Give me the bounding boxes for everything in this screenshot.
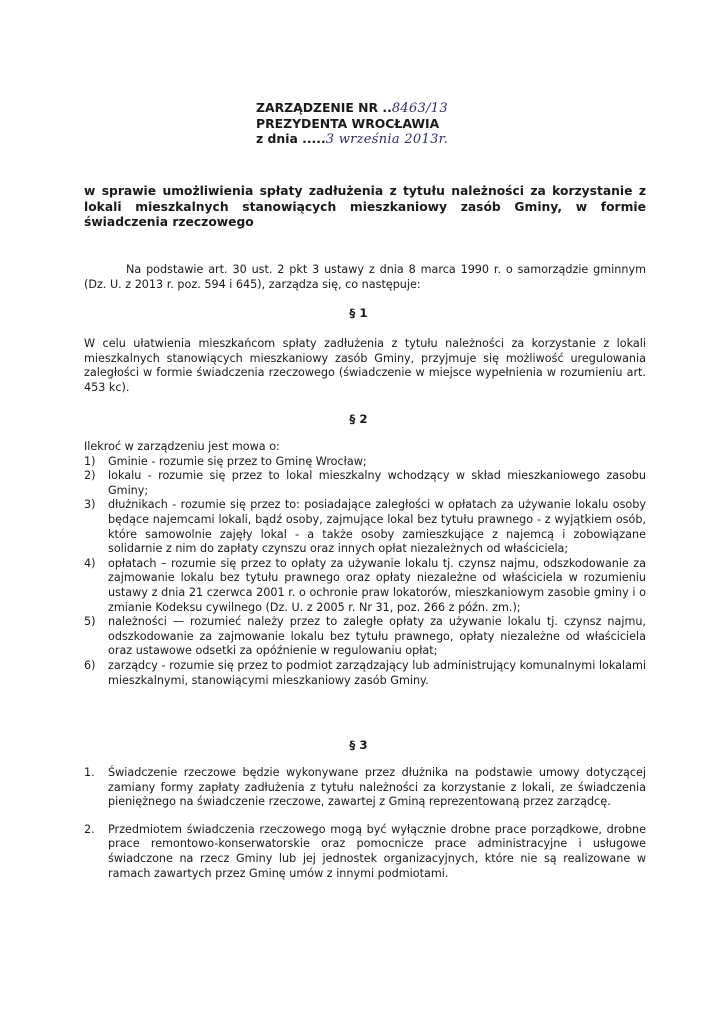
handwritten-date: 3 września 2013	[325, 132, 439, 147]
section-3-body	[84, 766, 646, 881]
definitions-list	[84, 455, 646, 689]
list-item	[84, 455, 646, 470]
header-line-ordinance-number	[256, 100, 556, 116]
list-item-text: Przedmiotem świadczenia rzeczowego mogą być wyłącznie drobne prace porządkowe, drobne prace remontowo-konserwatorskie oraz pomocnicze prace administracyjne i usługowe świadczone na rzecz Gminy lub jej jednostek organizacyjnych, które nie są realizowane w ramach zawartych przez Gminę umów z innymi podmiotami.	[108, 822, 646, 880]
header-line-date	[256, 131, 556, 147]
ordinance-label: ZARZĄDZENIE NR ..	[256, 100, 392, 115]
legal-basis-text: Na podstawie art. 30 ust. 2 pkt 3 ustawy z dnia 8 marca 1990 r. o samorządzie gminnym (Dz. U. z 2013 r. poz. 594 i 645), zarządza się, co następuje:	[84, 263, 646, 291]
section-2-lead: Ilekroć w zarządzeniu jest mowa o:	[84, 440, 280, 453]
document-header	[256, 100, 556, 147]
section-2-body	[84, 440, 646, 688]
list-item-number: 4)	[84, 556, 96, 570]
list-item-text: lokalu - rozumie się przez to lokal mieszkalny wchodzący w skład mieszkaniowego zasobu Gminy;	[108, 469, 646, 497]
list-item-text: należności — rozumieć należy przez to zaległe opłaty za używanie lokalu tj. czynsz najmu, odszkodowanie za zajmowanie lokalu bez tytułu prawnego, opłaty niezależne od właściciela oraz ustawowe odsetki za opóźnienie w regulowaniu opłat;	[108, 615, 646, 658]
list-item	[84, 557, 646, 615]
list-item-number: 2)	[84, 469, 96, 483]
list-item	[84, 823, 646, 881]
list-item	[84, 469, 646, 498]
date-label: z dnia .....	[256, 131, 326, 146]
section-3-list	[84, 766, 646, 881]
list-item	[84, 615, 646, 659]
list-item-text: zarządcy - rozumie się przez to podmiot zarządzający lub administrujący komunalnymi lokalami mieszkalnymi, stanowiącymi mieszkaniowy zasób Gminy.	[108, 658, 646, 687]
list-item-number: 5)	[84, 615, 96, 629]
list-item-text: Gminie - rozumie się przez to Gminę Wrocław;	[108, 454, 367, 468]
document-subject: w sprawie umożliwienia spłaty zadłużenia z tytułu należności za korzystanie z lokali mieszkalnych stanowiących mieszkaniowy zasób Gminy, w formie świadczenia rzeczowego	[84, 184, 646, 230]
list-item	[84, 498, 646, 556]
date-suffix: r.	[438, 132, 449, 147]
list-item-text: dłużnikach - rozumie się przez to: posiadające zaległości w opłatach za używanie lokalu osoby będące najemcami lokali, bądź osoby, zajmujące lokal bez tytułu prawnego - z wyjątkiem osób, które samowolnie zajęły lokal - a także osoby zamieszkujące z najemcą i zobowiązane solidarnie z nim do zapłaty czynszu oraz innych opłat niezależnych od właściciela;	[108, 498, 646, 556]
legal-basis	[84, 263, 646, 292]
section-2-title: § 2	[349, 412, 368, 426]
list-item	[84, 766, 646, 810]
list-item-number: 6)	[84, 658, 96, 672]
list-item-number: 2.	[84, 822, 95, 836]
list-item	[84, 659, 646, 688]
list-item-text: opłatach – rozumie się przez to opłaty za używanie lokalu tj. czynsz najmu, odszkodowanie za zajmowanie lokalu bez tytułu prawnego oraz opłaty niezależne od właściciela w rozumieniu ustawy z dnia 21 czerwca 2001 r. o ochronie praw lokatorów, mieszkaniowym zasobie gminy i o zmianie Kodeksu cywilnego (Dz. U. z 2005 r. Nr 31, poz. 266 z późn. zm.);	[108, 556, 646, 614]
section-1-title: § 1	[349, 306, 368, 320]
list-item-number: 1.	[84, 766, 95, 779]
section-1-text: W celu ułatwienia mieszkańcom spłaty zadłużenia z tytułu należności za korzystanie z lokali mieszkalnych stanowiących mieszkaniowy zasób Gminy, przyjmuje się możliwość uregulowania zaległości w formie świadczenia rzeczowego (świadczenie w miejsce wypełnienia w rozumieniu art. 453 kc).	[84, 337, 646, 394]
list-item-number: 3)	[84, 498, 96, 512]
list-item-number: 1)	[84, 454, 96, 468]
list-item-text: Świadczenie rzeczowe będzie wykonywane przez dłużnika na podstawie umowy dotyczącej zamiany formy zapłaty zadłużenia z tytułu należności za korzystanie z lokali, ze świadczenia pieniężnego na świadczenie rzeczowe, zawartej z Gminą reprezentowaną przez zarządcę.	[108, 766, 646, 809]
section-3-title: § 3	[349, 738, 368, 752]
section-1-body	[84, 337, 646, 395]
handwritten-ordinance-number: 8463/13	[391, 101, 448, 116]
header-line-issuer: PREZYDENTA WROCŁAWIA	[256, 116, 440, 131]
